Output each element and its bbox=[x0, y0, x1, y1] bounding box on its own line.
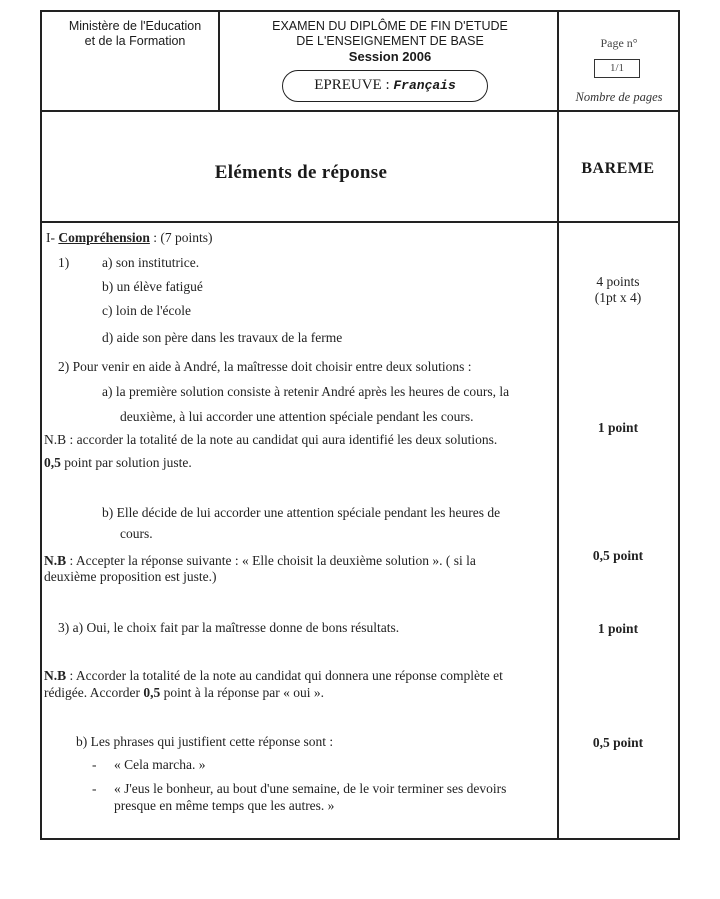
nb-2a-points: 0,5 bbox=[44, 455, 61, 470]
exam-line-2: DE L'ENSEIGNEMENT DE BASE bbox=[296, 34, 484, 48]
answer-1d: d) aide son père dans les travaux de la ferme bbox=[102, 330, 343, 345]
nb-2b-line-2: deuxième proposition est juste.) bbox=[44, 569, 217, 584]
nb-3a-text-2a: rédigée. Accorder bbox=[44, 685, 144, 700]
answer-1b: b) un élève fatigué bbox=[102, 279, 203, 294]
comprehension-heading: Compréhension bbox=[58, 230, 150, 245]
bareme-heading: BAREME bbox=[581, 160, 655, 177]
ministry-block bbox=[50, 19, 220, 49]
page-number-box: 1/1 bbox=[594, 59, 640, 78]
exam-title-block bbox=[222, 19, 558, 64]
ministry-line-1: Ministère de l'Education bbox=[68, 19, 202, 33]
answer-3b-item-1: « Cela marcha. » bbox=[114, 757, 206, 772]
nb-2a-text: point par solution juste. bbox=[60, 455, 192, 470]
answer-3b-intro: b) Les phrases qui justifient cette réponse sont : bbox=[76, 734, 334, 749]
nb-3a-line-2 bbox=[44, 685, 324, 701]
answer-2a-line-2: deuxième, à lui accorder une attention spéciale pendant les cours. bbox=[120, 409, 474, 424]
question-1-heading bbox=[46, 230, 213, 246]
answer-3b-item-2-line-2: presque en même temps que les autres. » bbox=[114, 798, 335, 813]
score-q3b: 0,5 point bbox=[592, 735, 644, 750]
nb-3a-text-2b: point à la réponse par « oui ». bbox=[160, 685, 325, 700]
score-q1: 4 points bbox=[596, 274, 640, 289]
score-q2a: 1 point bbox=[597, 420, 639, 435]
answer-3b-item-2-line-1: « J'eus le bonheur, au bout d'une semaine, de le voir terminer ses devoirs bbox=[114, 781, 507, 796]
bareme-column-divider bbox=[557, 10, 559, 840]
score-q3a: 1 point bbox=[597, 621, 639, 636]
number-of-pages-label: Nombre de pages bbox=[575, 90, 663, 104]
header-divider bbox=[40, 110, 680, 112]
nb-2b-text: : Accepter la réponse suivante : « Elle choisit la deuxième solution ». ( si la bbox=[66, 553, 476, 568]
exam-session: Session 2006 bbox=[348, 49, 432, 64]
question-2-intro: 2) Pour venir en aide à André, la maîtresse doit choisir entre deux solutions : bbox=[58, 359, 472, 374]
bullet-dash-2: - bbox=[92, 781, 97, 796]
page-number-label: Page n° bbox=[600, 36, 638, 50]
nb-2b-line-1 bbox=[44, 553, 476, 569]
question-1-prefix: I- bbox=[46, 230, 59, 245]
section-title: Eléments de réponse bbox=[214, 162, 388, 183]
nb-2a-line-1: N.B : accorder la totalité de la note au candidat qui aura identifié les deux solutions. bbox=[44, 432, 498, 447]
nb-3a-points: 0,5 bbox=[143, 685, 161, 700]
nb-2b-label: N.B bbox=[44, 553, 67, 568]
nb-3a-text: : Accorder la totalité de la note au candidat qui donnera une réponse complète et bbox=[66, 668, 503, 683]
nb-2a-line-2 bbox=[44, 455, 192, 471]
epreuve-subject: Français bbox=[393, 78, 456, 93]
answer-1a: a) son institutrice. bbox=[102, 255, 200, 270]
answer-3a: 3) a) Oui, le choix fait par la maîtresse donne de bons résultats. bbox=[58, 620, 400, 635]
question-1-number: 1) bbox=[58, 255, 70, 270]
title-divider bbox=[40, 221, 680, 223]
epreuve-badge bbox=[282, 70, 488, 102]
score-q2b: 0,5 point bbox=[592, 548, 644, 563]
nb-3a-line-1 bbox=[44, 668, 503, 684]
answer-2b-line-2: cours. bbox=[120, 526, 153, 541]
answer-2a-line-1: a) la première solution consiste à retenir André après les heures de cours, la bbox=[102, 384, 510, 399]
answer-1c: c) loin de l'école bbox=[102, 303, 192, 318]
score-q1-detail: (1pt x 4) bbox=[594, 290, 642, 305]
epreuve-label: EPREUVE : bbox=[314, 77, 390, 93]
answer-2b-line-1: b) Elle décide de lui accorder une attention spéciale pendant les heures de bbox=[102, 505, 501, 520]
ministry-line-2: et de la Formation bbox=[84, 34, 186, 48]
exam-line-1: EXAMEN DU DIPLÔME DE FIN D'ETUDE bbox=[272, 19, 508, 33]
nb-3a-label: N.B bbox=[44, 668, 67, 683]
comprehension-points: : (7 points) bbox=[149, 230, 213, 245]
bullet-dash-1: - bbox=[92, 757, 97, 772]
